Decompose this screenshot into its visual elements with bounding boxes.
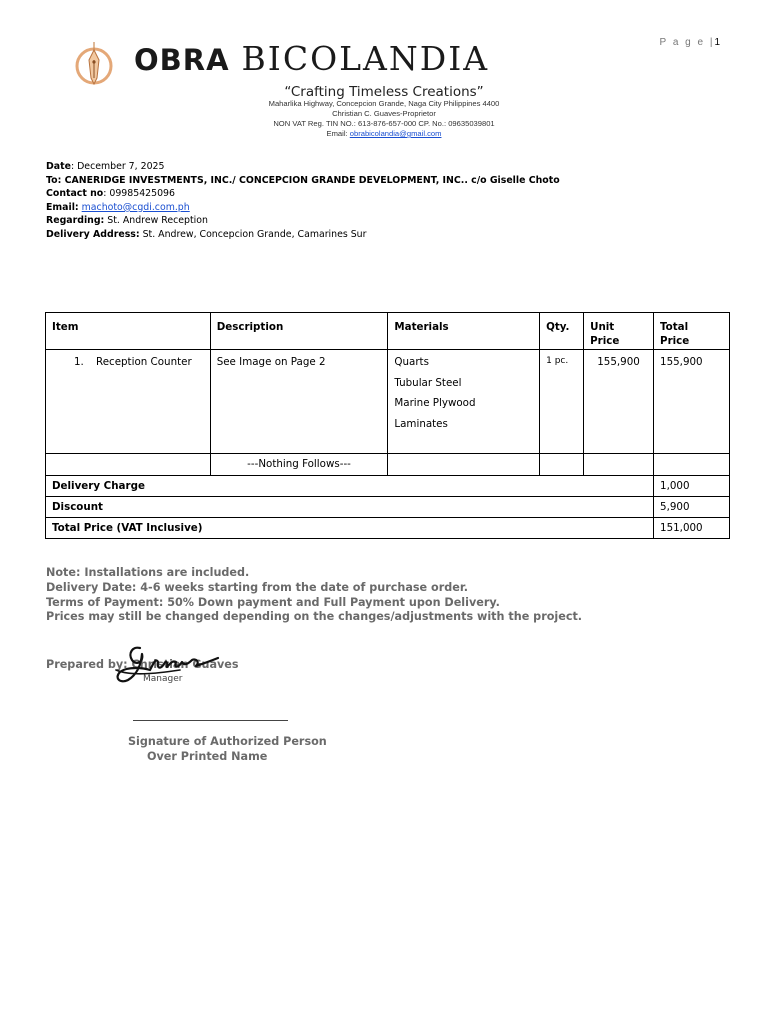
contact-value: : 09985425096 [103, 188, 175, 200]
company-proprietor: Christian C. Guaves-Proprietor [332, 109, 436, 118]
page-number [660, 37, 720, 48]
signature-caption-line2: Over Printed Name [147, 750, 268, 763]
header-total-price-line1: Total [660, 321, 689, 333]
material-item: Tubular Steel [394, 376, 462, 389]
company-name [134, 39, 490, 78]
company-name-bicolandia: BICOLANDIA [241, 39, 490, 78]
email-link[interactable]: machoto@cgdi.com.ph [81, 201, 190, 213]
discount-label: Discount [46, 497, 654, 518]
delivery-address-label: Delivery Address: [46, 228, 140, 240]
company-address-block [0, 99, 768, 139]
cell-item [46, 350, 211, 454]
cell-unit-price: 155,900 [584, 350, 654, 454]
email-row [46, 201, 560, 215]
delivery-address-value: St. Andrew, Concepcion Grande, Camarines Sur [142, 228, 367, 240]
to-value: To: CANERIDGE INVESTMENTS, INC./ CONCEPCION GRANDE DEVELOPMENT, INC.. c/o Giselle Choto [46, 174, 560, 186]
date-value: : December 7, 2025 [70, 161, 165, 172]
nothing-follows-row [46, 454, 730, 476]
material-item: Quarts [394, 356, 429, 368]
cell-description: See Image on Page 2 [210, 350, 388, 454]
header-description: Description [210, 313, 388, 350]
empty-cell [540, 454, 584, 476]
delivery-charge-label: Delivery Charge [46, 476, 654, 497]
company-address: Maharlika Highway, Concepcion Grande, Naga City Philippines 4400 [268, 99, 500, 108]
delivery-charge-value: 1,000 [654, 476, 730, 497]
total-price-value: 151,000 [654, 518, 730, 539]
empty-cell [654, 454, 730, 476]
company-email-label: Email: [326, 129, 348, 138]
company-tax-info: NON VAT Reg. TIN NO.: 613-876-657-000 CP. No.: 09635039801 [273, 119, 495, 128]
quotation-table [45, 312, 730, 539]
contact-label: Contact no [46, 188, 104, 200]
date-label: Date [46, 161, 71, 172]
nothing-follows-text: ---Nothing Follows--- [210, 454, 388, 476]
cell-total-price: 155,900 [654, 350, 730, 454]
note-price-changes: Prices may still be changed depending on the changes/adjustments with the project. [46, 610, 583, 624]
table-header-row [46, 313, 730, 350]
note-payment-terms: Terms of Payment: 50% Down payment and Full Payment upon Delivery. [46, 595, 500, 609]
header-total-price-line2: Price [660, 335, 690, 347]
discount-row [46, 497, 730, 518]
regarding-row [46, 214, 560, 228]
company-tagline: “Crafting Timeless Creations” [284, 84, 484, 100]
cell-materials [388, 350, 540, 454]
note-delivery-date: Delivery Date: 4-6 weeks starting from the date of purchase order. [46, 580, 469, 594]
recipient-info [46, 160, 560, 242]
company-email-row [0, 129, 768, 139]
material-item: Laminates [394, 417, 448, 430]
item-name: Reception Counter [96, 356, 192, 368]
header-qty: Qty. [540, 313, 584, 350]
table-row [46, 350, 730, 454]
total-price-label: Total Price (VAT Inclusive) [46, 518, 654, 539]
company-name-obra: OBRA [134, 43, 230, 77]
date-row [46, 160, 560, 174]
note-installations: Note: Installations are included. [46, 566, 250, 579]
header-materials: Materials [388, 313, 540, 350]
company-email-link[interactable]: obrabicolandia@gmail.com [349, 129, 442, 138]
page-number-label: P a g e | [659, 37, 715, 48]
item-number: 1. [74, 356, 84, 368]
cell-qty: 1 pc. [540, 350, 584, 454]
header-total-price [654, 313, 730, 350]
header-unit-price-line1: Unit [590, 321, 615, 333]
header-unit-price-line2: Price [590, 335, 620, 347]
empty-cell [46, 454, 211, 476]
prepared-by: Prepared by: Christian Guaves [46, 658, 239, 671]
delivery-charge-row [46, 476, 730, 497]
material-item: Marine Plywood [394, 397, 476, 410]
discount-value: 5,900 [654, 497, 730, 518]
empty-cell [388, 454, 540, 476]
header-item: Item [46, 313, 211, 350]
to-row [46, 174, 560, 188]
header-unit-price [584, 313, 654, 350]
email-label: Email: [46, 201, 79, 213]
gold-nib-emblem-icon [70, 40, 118, 88]
contact-row [46, 187, 560, 201]
signature-caption [128, 734, 327, 764]
regarding-value: St. Andrew Reception [107, 215, 208, 227]
total-price-row [46, 518, 730, 539]
empty-cell [584, 454, 654, 476]
notes-block [46, 566, 582, 625]
signature-caption-line1: Signature of Authorized Person [128, 735, 327, 748]
prepared-by-title: Manager [143, 674, 183, 684]
signature-line [133, 720, 288, 721]
regarding-label: Regarding: [46, 215, 105, 227]
delivery-address-row [46, 228, 560, 242]
page-number-value: 1 [714, 37, 720, 48]
